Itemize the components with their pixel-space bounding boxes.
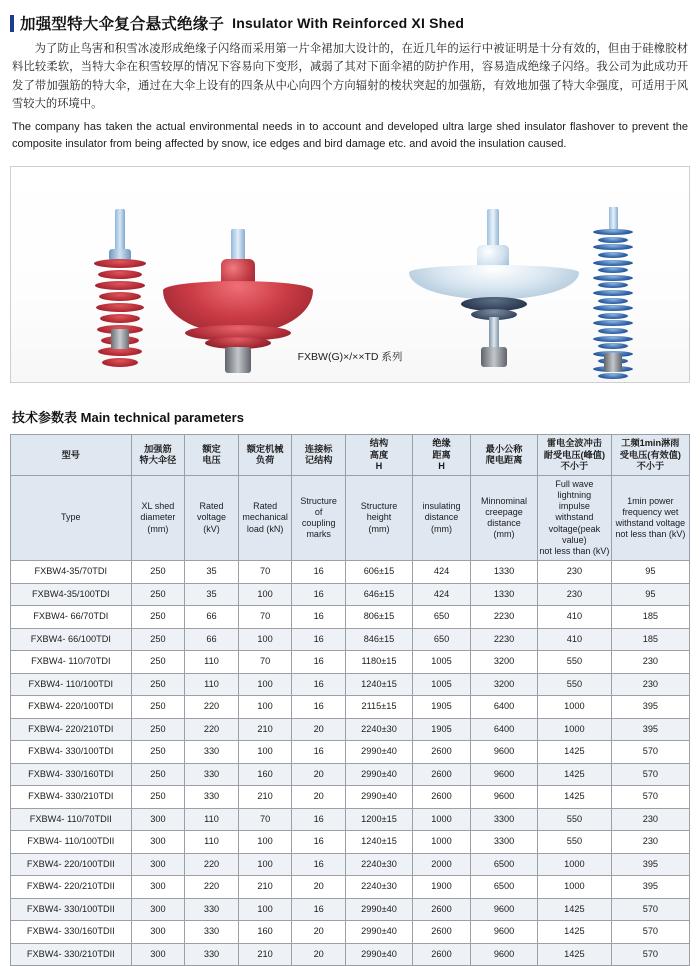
cell-value: 70 (238, 651, 292, 674)
insulator-image-blue-large-shed (409, 209, 579, 369)
cell-value: 220 (185, 876, 239, 899)
cell-value: 20 (292, 786, 346, 809)
cell-value: 16 (292, 898, 346, 921)
cell-value: 2240±30 (345, 718, 412, 741)
cell-value: 1200±15 (345, 808, 412, 831)
cell-value: 395 (611, 718, 689, 741)
cell-model: FXBW4- 330/100TDI (11, 741, 132, 764)
cell-value: 230 (611, 831, 689, 854)
cell-model: FXBW4- 330/210TDI (11, 786, 132, 809)
cell-value: 110 (185, 831, 239, 854)
th-cn-0: 型号 (11, 435, 132, 476)
cell-model: FXBW4- 330/160TDI (11, 763, 132, 786)
cell-value: 300 (131, 853, 185, 876)
table-row (11, 763, 690, 786)
cell-value: 9600 (471, 898, 538, 921)
cell-value: 2230 (471, 628, 538, 651)
cell-value: 424 (412, 583, 470, 606)
cell-value: 330 (185, 943, 239, 966)
cell-model: FXBW4- 220/210TDII (11, 876, 132, 899)
section-heading-cn: 技术参数表 (12, 410, 78, 426)
page-title-cn: 加强型特大伞复合悬式绝缘子 (20, 16, 225, 33)
cell-value: 1005 (412, 651, 470, 674)
table-row (11, 921, 690, 944)
cell-value: 570 (611, 898, 689, 921)
table-row (11, 673, 690, 696)
cell-value: 2990±40 (345, 921, 412, 944)
cell-value: 250 (131, 696, 185, 719)
cell-value: 250 (131, 763, 185, 786)
th-en-5: Structure height (mm) (345, 475, 412, 561)
cell-value: 16 (292, 741, 346, 764)
cell-value: 2990±40 (345, 763, 412, 786)
cell-value: 100 (238, 853, 292, 876)
cell-value: 9600 (471, 741, 538, 764)
cell-value: 846±15 (345, 628, 412, 651)
th-en-2: Rated voltage (kV) (185, 475, 239, 561)
table-row (11, 808, 690, 831)
cell-value: 3300 (471, 808, 538, 831)
cell-value: 230 (538, 583, 612, 606)
cell-value: 300 (131, 808, 185, 831)
th-en-4: Structure of coupling marks (292, 475, 346, 561)
cell-value: 70 (238, 808, 292, 831)
cell-value: 100 (238, 696, 292, 719)
product-image-panel (10, 166, 690, 383)
cell-value: 650 (412, 628, 470, 651)
cell-value: 160 (238, 763, 292, 786)
cell-value: 3200 (471, 651, 538, 674)
cell-value: 1425 (538, 943, 612, 966)
cell-value: 100 (238, 898, 292, 921)
cell-value: 250 (131, 561, 185, 584)
cell-value: 606±15 (345, 561, 412, 584)
cell-value: 1000 (412, 831, 470, 854)
th-cn-7: 最小公称 爬电距离 (471, 435, 538, 476)
cell-value: 16 (292, 561, 346, 584)
cell-value: 3200 (471, 673, 538, 696)
cell-value: 2600 (412, 786, 470, 809)
cell-value: 395 (611, 853, 689, 876)
cell-value: 20 (292, 718, 346, 741)
cell-value: 330 (185, 921, 239, 944)
cell-value: 16 (292, 853, 346, 876)
cell-value: 650 (412, 606, 470, 629)
table-row (11, 606, 690, 629)
table-row (11, 876, 690, 899)
cell-value: 2000 (412, 853, 470, 876)
cell-value: 230 (538, 561, 612, 584)
cell-value: 9600 (471, 786, 538, 809)
cell-value: 550 (538, 831, 612, 854)
th-cn-9: 工频1min淋雨 受电压(有效值) 不小于 (611, 435, 689, 476)
cell-value: 16 (292, 696, 346, 719)
section-heading-en: Main technical parameters (80, 410, 244, 426)
cell-value: 2115±15 (345, 696, 412, 719)
cell-value: 1425 (538, 786, 612, 809)
cell-value: 550 (538, 673, 612, 696)
cell-value: 35 (185, 561, 239, 584)
cell-value: 95 (611, 583, 689, 606)
section-heading (12, 407, 690, 426)
cell-value: 550 (538, 651, 612, 674)
cell-value: 16 (292, 651, 346, 674)
table-row (11, 853, 690, 876)
cell-model: FXBW4- 330/160TDII (11, 921, 132, 944)
cell-value: 2600 (412, 921, 470, 944)
cell-value: 1000 (538, 876, 612, 899)
cell-value: 210 (238, 718, 292, 741)
cell-value: 300 (131, 876, 185, 899)
cell-model: FXBW4- 110/70TDI (11, 651, 132, 674)
cell-model: FXBW4- 110/70TDII (11, 808, 132, 831)
cell-value: 330 (185, 763, 239, 786)
cell-value: 110 (185, 673, 239, 696)
cell-value: 395 (611, 876, 689, 899)
cell-value: 220 (185, 696, 239, 719)
table-row (11, 741, 690, 764)
cell-value: 300 (131, 898, 185, 921)
cell-value: 100 (238, 673, 292, 696)
cell-value: 300 (131, 943, 185, 966)
cell-value: 6400 (471, 718, 538, 741)
insulator-image-blue-long-rod (589, 207, 637, 372)
cell-value: 1240±15 (345, 831, 412, 854)
cell-value: 1900 (412, 876, 470, 899)
insulator-image-red-large-shed (163, 229, 313, 377)
th-en-9: 1min power frequency wet withstand voltage not less than (kV) (611, 475, 689, 561)
cell-model: FXBW4- 110/100TDI (11, 673, 132, 696)
cell-value: 250 (131, 606, 185, 629)
cell-value: 3300 (471, 831, 538, 854)
table-header (11, 435, 690, 561)
cell-value: 1005 (412, 673, 470, 696)
th-cn-3: 额定机械 负荷 (238, 435, 292, 476)
page-title (10, 0, 690, 40)
intro-paragraph-cn: 为了防止鸟害和积雪冰凌形成绝缘子闪络而采用第一片伞裙加大设计的，在近几年的运行中被证明是十分有效的，但由于硅橡胶材料比较柔软，当特大伞在积雪较厚的情况下容易向下变形，减弱了其对下面伞裙的防护作用，容易造成绝缘子闪络。我公司为此成功开发了带加强筋的特大伞，通过在大伞上设有的四条从中心向四个方向辐射的棱状突起的加强筋，有效地加强了特大伞强度，可适用于风雪较大的环境中。 (12, 43, 688, 110)
cell-value: 330 (185, 898, 239, 921)
cell-value: 2990±40 (345, 943, 412, 966)
cell-value: 6500 (471, 876, 538, 899)
cell-value: 9600 (471, 943, 538, 966)
th-en-8: Full wave lightning impulse withstand voltage(peak value) not less than (kV) (538, 475, 612, 561)
cell-value: 1240±15 (345, 673, 412, 696)
table-row (11, 628, 690, 651)
cell-value: 210 (238, 786, 292, 809)
cell-value: 66 (185, 628, 239, 651)
th-en-6: insulating distance (mm) (412, 475, 470, 561)
cell-value: 410 (538, 628, 612, 651)
cell-value: 250 (131, 673, 185, 696)
cell-value: 100 (238, 741, 292, 764)
cell-value: 16 (292, 628, 346, 651)
cell-value: 6500 (471, 853, 538, 876)
table-row (11, 561, 690, 584)
cell-value: 1000 (538, 853, 612, 876)
cell-value: 2990±40 (345, 786, 412, 809)
th-cn-8: 雷电全波冲击 耐受电压(峰值) 不小于 (538, 435, 612, 476)
cell-value: 570 (611, 741, 689, 764)
cell-value: 2600 (412, 741, 470, 764)
cell-model: FXBW4-35/70TDI (11, 561, 132, 584)
cell-value: 16 (292, 808, 346, 831)
table-header-row-en (11, 475, 690, 561)
cell-value: 1905 (412, 718, 470, 741)
table-row (11, 943, 690, 966)
th-cn-5: 结构 高度 H (345, 435, 412, 476)
cell-value: 2230 (471, 606, 538, 629)
cell-value: 250 (131, 741, 185, 764)
table-header-row-cn (11, 435, 690, 476)
cell-value: 20 (292, 921, 346, 944)
cell-value: 250 (131, 651, 185, 674)
cell-value: 250 (131, 718, 185, 741)
cell-value: 110 (185, 808, 239, 831)
table-row (11, 831, 690, 854)
table-row (11, 651, 690, 674)
cell-value: 2990±40 (345, 898, 412, 921)
shed-stack-a (89, 259, 151, 369)
cell-value: 2600 (412, 763, 470, 786)
cell-value: 646±15 (345, 583, 412, 606)
cell-value: 2600 (412, 898, 470, 921)
cell-value: 110 (185, 651, 239, 674)
cell-value: 410 (538, 606, 612, 629)
cell-value: 1425 (538, 763, 612, 786)
table-row (11, 583, 690, 606)
table-row (11, 718, 690, 741)
intro-paragraph-en: The company has taken the actual environmental needs in to account and developed ultra large shed insulator flashover to prevent the composite insulator from being affected by snow, ice edges and bird damage etc. and avoid the insulation caused. (12, 121, 688, 150)
cell-value: 2240±30 (345, 853, 412, 876)
cell-value: 250 (131, 786, 185, 809)
cell-value: 230 (611, 651, 689, 674)
cell-value: 9600 (471, 763, 538, 786)
th-en-3: Rated mechanical load (kN) (238, 475, 292, 561)
image-caption: FXBW(G)×/××TD 系列 (297, 351, 403, 364)
cell-value: 250 (131, 628, 185, 651)
cell-value: 330 (185, 741, 239, 764)
cell-value: 210 (238, 876, 292, 899)
cell-value: 1425 (538, 921, 612, 944)
cell-value: 570 (611, 786, 689, 809)
cell-value: 395 (611, 696, 689, 719)
th-cn-6: 绝缘 距离 H (412, 435, 470, 476)
cell-model: FXBW4-35/100TDI (11, 583, 132, 606)
cell-value: 220 (185, 718, 239, 741)
cell-value: 100 (238, 583, 292, 606)
cell-value: 424 (412, 561, 470, 584)
technical-parameters-table (10, 434, 690, 966)
cell-model: FXBW4- 66/100TDI (11, 628, 132, 651)
cell-value: 1000 (412, 808, 470, 831)
cell-value: 35 (185, 583, 239, 606)
cell-value: 230 (611, 673, 689, 696)
th-cn-1: 加强筋 特大伞径 (131, 435, 185, 476)
cell-model: FXBW4- 110/100TDII (11, 831, 132, 854)
table-row (11, 786, 690, 809)
page-title-en: Insulator With Reinforced XI Shed (232, 15, 465, 31)
cell-value: 20 (292, 763, 346, 786)
cell-value: 16 (292, 583, 346, 606)
cell-value: 570 (611, 921, 689, 944)
cell-value: 1425 (538, 898, 612, 921)
th-cn-2: 额定 电压 (185, 435, 239, 476)
insulator-image-red-small (89, 209, 151, 349)
cell-value: 16 (292, 673, 346, 696)
cell-value: 9600 (471, 921, 538, 944)
cell-value: 1330 (471, 583, 538, 606)
cell-value: 1330 (471, 561, 538, 584)
cell-value: 16 (292, 606, 346, 629)
cell-value: 20 (292, 943, 346, 966)
cell-value: 2990±40 (345, 741, 412, 764)
cell-value: 185 (611, 606, 689, 629)
cell-value: 570 (611, 763, 689, 786)
cell-value: 570 (611, 943, 689, 966)
cell-value: 300 (131, 921, 185, 944)
cell-value: 6400 (471, 696, 538, 719)
cell-value: 1905 (412, 696, 470, 719)
cell-value: 330 (185, 786, 239, 809)
cell-value: 1000 (538, 718, 612, 741)
cell-model: FXBW4- 66/70TDI (11, 606, 132, 629)
th-en-0: Type (11, 475, 132, 561)
cell-value: 70 (238, 606, 292, 629)
cell-model: FXBW4- 220/100TDI (11, 696, 132, 719)
cell-model: FXBW4- 220/210TDI (11, 718, 132, 741)
cell-value: 230 (611, 808, 689, 831)
cell-value: 806±15 (345, 606, 412, 629)
cell-value: 2240±30 (345, 876, 412, 899)
cell-value: 250 (131, 583, 185, 606)
th-en-7: Minnominal creepage distance (mm) (471, 475, 538, 561)
cell-value: 16 (292, 831, 346, 854)
cell-value: 160 (238, 921, 292, 944)
cell-value: 2600 (412, 943, 470, 966)
cell-value: 1000 (538, 696, 612, 719)
cell-value: 185 (611, 628, 689, 651)
cell-value: 20 (292, 876, 346, 899)
cell-value: 95 (611, 561, 689, 584)
cell-value: 1180±15 (345, 651, 412, 674)
th-en-1: XL shed diameter (mm) (131, 475, 185, 561)
cell-value: 66 (185, 606, 239, 629)
cell-value: 100 (238, 831, 292, 854)
title-accent-bar (10, 15, 14, 32)
cell-value: 1425 (538, 741, 612, 764)
table-body (11, 561, 690, 966)
cell-model: FXBW4- 330/100TDII (11, 898, 132, 921)
cell-value: 220 (185, 853, 239, 876)
table-row (11, 696, 690, 719)
cell-value: 300 (131, 831, 185, 854)
th-cn-4: 连接标 记结构 (292, 435, 346, 476)
cell-model: FXBW4- 330/210TDII (11, 943, 132, 966)
cell-model: FXBW4- 220/100TDII (11, 853, 132, 876)
cell-value: 70 (238, 561, 292, 584)
table-row (11, 898, 690, 921)
cell-value: 100 (238, 628, 292, 651)
cell-value: 550 (538, 808, 612, 831)
cell-value: 210 (238, 943, 292, 966)
